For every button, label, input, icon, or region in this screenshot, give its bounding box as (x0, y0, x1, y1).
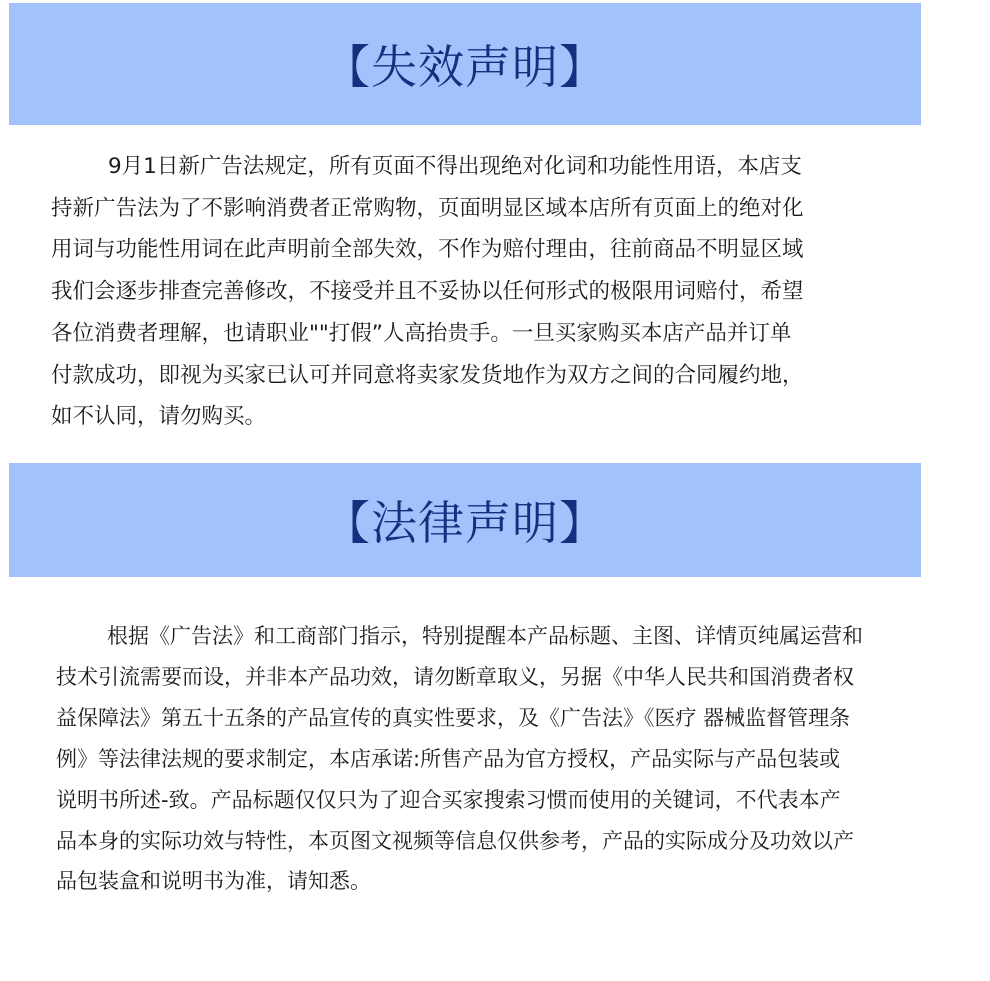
invalidation-title: 【失效声明】 (324, 40, 606, 94)
invalidation-text (51, 146, 804, 438)
paragraph-line: 品包装盒和说明书为准，请知悉。 (56, 869, 371, 894)
paragraph-line: 说明书所述-致。产品标题仅仅只为了迎合买家搜索习惯而使用的关键词，不代表本产 (56, 787, 841, 812)
paragraph-line: 我们会逐步排查完善修改，不接受并且不妥协以任何形式的极限用词赔付，希望 (51, 279, 804, 305)
paragraph-line: 各位消费者理解，也请职业""打假”人高抬贵手。一旦买家购买本店产品并订单 (51, 320, 792, 346)
paragraph-line: 技术引流需要而设，并非本产品功效，请勿断章取义，另据《中华人民共和国消费者权 (56, 664, 854, 689)
paragraph-line: 益保障法》第五十五条的产品宣传的真实性要求，及《广告法》《医疗 器械监督管理条 (56, 705, 851, 730)
paragraph-line: 例》等法律法规的要求制定，本店承诺:所售产品为官方授权，产品实际与产品包装或 (56, 746, 841, 771)
paragraph-line: 持新广告法为了不影响消费者正常购物，页面明显区域本店所有页面上的绝对化 (51, 195, 804, 221)
invalidation-banner (9, 3, 921, 125)
legal-text (56, 616, 863, 902)
legal-banner (9, 463, 921, 577)
paragraph-line: 如不认同，请勿购买。 (51, 404, 267, 430)
paragraph-line: 根据《广告法》和工商部门指示，特别提醒本产品标题、主图、详情页纯属运营和 (107, 624, 863, 648)
legal-title: 【法律声明】 (324, 496, 606, 550)
paragraph-line: 9月1日新广告法规定，所有页面不得出现绝对化词和功能性用语，本店支 (108, 154, 802, 179)
paragraph-line: 品本身的实际功效与特性，本页图文视频等信息仅供参考，产品的实际成分及功效以产 (56, 828, 854, 853)
paragraph-line: 用词与功能性用词在此声明前全部失效，不作为赔付理由，往前商品不明显区域 (51, 237, 804, 263)
paragraph-line: 付款成功，即视为买家已认可并同意将卖家发货地作为双方之间的合同履约地， (51, 362, 804, 388)
